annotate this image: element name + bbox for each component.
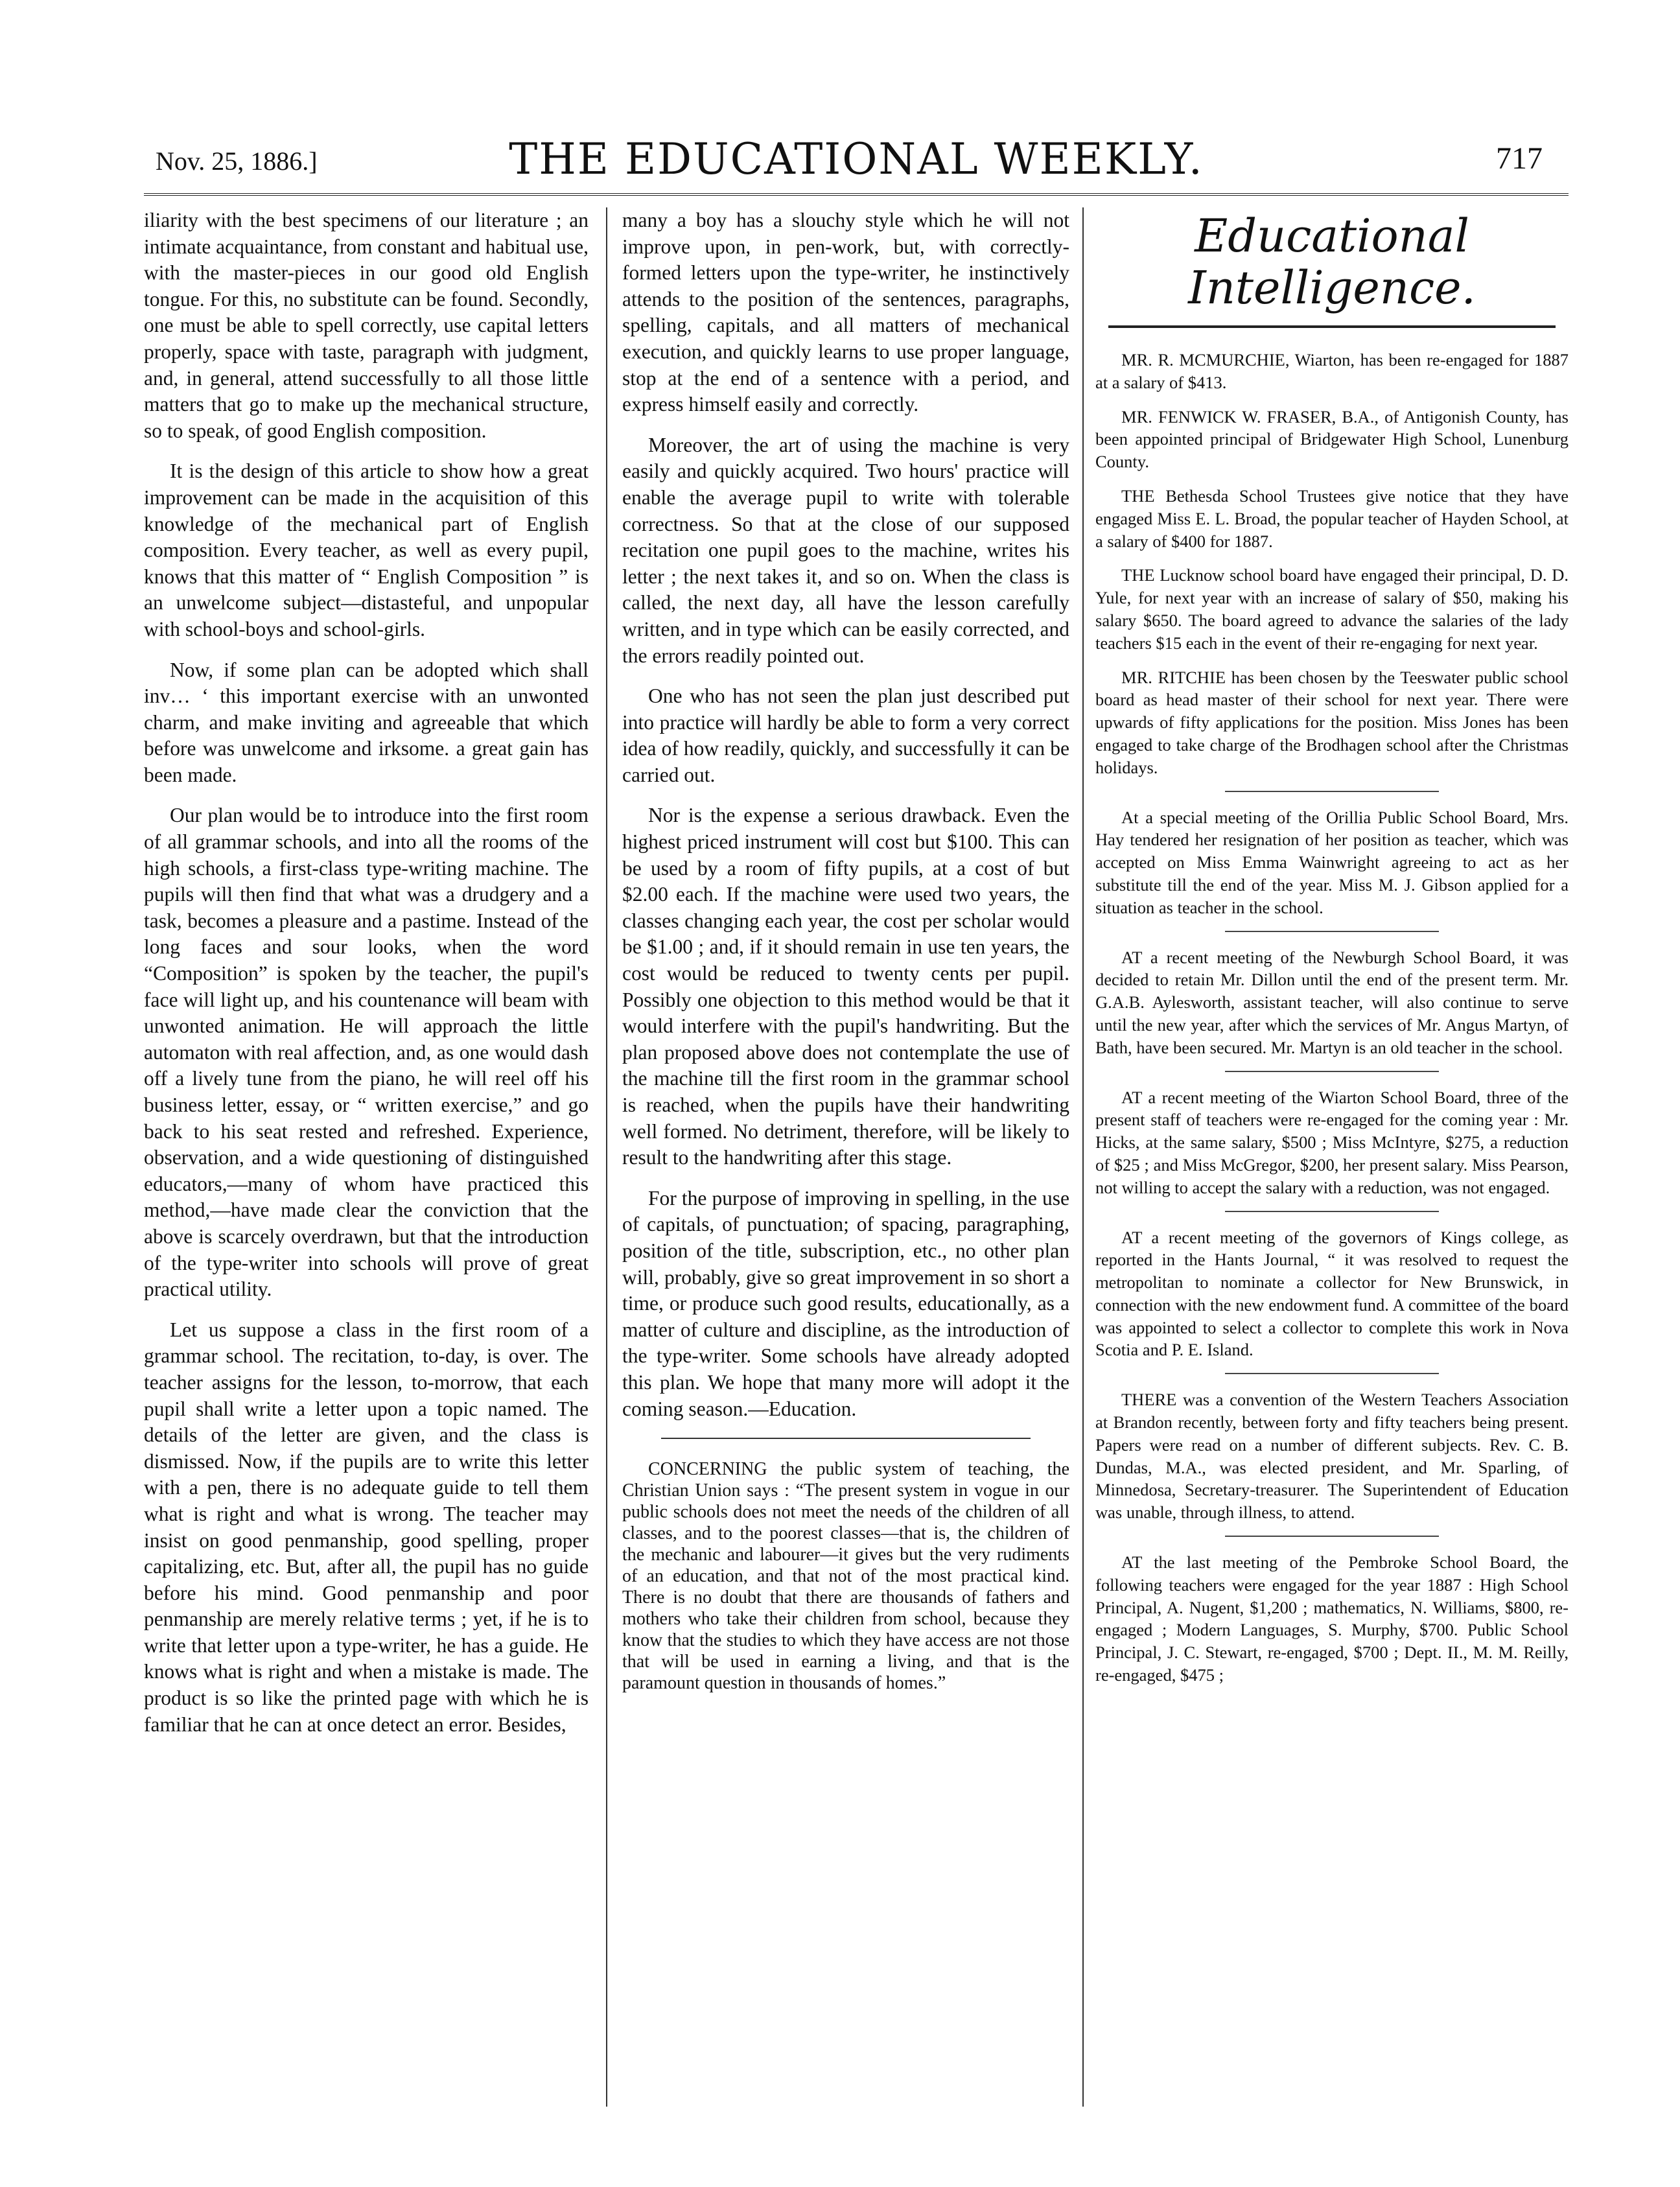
item-divider — [1225, 1071, 1439, 1072]
article-paragraph: It is the design of this article to show how a great improvement can be made in the acquisition of this knowledge of the mechanical part of English composition. Every teacher, as well as every pupil, knows that this matter of “ English Composition ” is an unwelcome subject—distasteful, and unpopular with school-boys and school-girls. — [144, 460, 589, 640]
page-header — [144, 126, 1569, 191]
news-item: THE Bethesda School Trustees give notice that they have engaged Miss E. L. Broad, the popular teacher of Hayden School, at a salary of $400 for 1887. — [1095, 485, 1569, 551]
column-divider-1 — [606, 207, 607, 2107]
item-divider — [1225, 791, 1439, 792]
news-item: AT a recent meeting of the Wiarton School Board, three of the present staff of teachers were re-engaged for the coming year : Mr. Hicks, at the same salary, $500 ; Miss McIntyre, $275, a reduction of $25 ; and Miss McGregor, $200, her present salary. Miss Pearson, not willing to accept the salary with a reduction, was not engaged. — [1095, 1087, 1569, 1197]
publication-title: THE EDUCATIONAL WEEKLY. — [509, 134, 1204, 184]
article-paragraph: Our plan would be to introduce into the first room of all grammar schools, and into all the rooms of the high schools, a first-class type-writing machine. The pupils will then find that what was a drudgery and a task, becomes a pleasure and a pastime. Instead of the long faces and sour looks, when the word “Composition” is spoken by the teacher, the pupil's face will light up, and his countenance will beam with unwonted animation. He will approach the little automaton with real affection, and, as one would dash off a lively tune from the piano, he will reel off his business letter, essay, or “ written exercise,” and go back to his seat rested and refreshed. Experience, observation, and a wide questioning of distinguished educators,—many of whom have practiced this method,—have made clear the conviction that the above is scarcely overdrawn, but that the introduction of the type-writer into schools will prove of great practical utility. — [144, 804, 589, 1301]
article-paragraph: Moreover, the art of using the machine is very easily and quickly acquired. Two hours' practice will enable the average pupil to write with tolerable correctness. So that at the close of our supposed recitation one pupil goes to the machine, writes his letter ; the next takes it, and so on. When the class is called, the next day, all have the lesson carefully written, and in type which can be easily corrected, and the errors readily pointed out. — [622, 433, 1069, 667]
article-paragraph: Let us suppose a class in the first room of a grammar school. The recitation, to-day, is over. The teacher assigns for the lesson, to-morrow, that each pupil shall write a letter upon a topic named. The details of the letter are given, and the class is dismissed. Now, if the pupils are to write this letter with a pen, there is no adequate guide to tell them what is right and what is wrong. The teacher may insist on good penmanship, good spelling, proper capitalizing, etc. But, after all, the pupil has no guide before his mind. Good penmanship and poor penmanship are merely relative terms ; yet, if he is to write that letter upon a type-writer, he has a guide. He knows what is right and when a mistake is made. The product is so like the printed page with which he is familiar that he can at once detect an error. Besides, — [144, 1318, 589, 1736]
article-paragraph: For the purpose of improving in spelling, in the use of capitals, of punctuation; of spacing, paragraphing, position of the title, subscription, etc., no other plan will, probably, give so great improvement in so short a time, or produce such good results, educationally, as a matter of culture and discipline, as the introduction of the type-writer. Some schools have already adopted this plan. We hope that many more will adopt it the coming season.—Education. — [622, 1186, 1069, 1420]
note-paragraph: CONCERNING the public system of teaching, the Christian Union says : “The present system in vogue in our public schools does not meet the needs of the children of all classes, and to the poorest classes—that is, the children of the mechanic and labourer—it gives but the very rudiments of an education, and that not of the most practical kind. There is no doubt that there are thousands of fathers and mothers who take their children from school, because they know that the studies to which they have access are not those that will be used in earning a living, and that is the paramount question in thousands of homes.” — [622, 1459, 1069, 1694]
column-divider-2 — [1082, 207, 1084, 2107]
article-paragraph: iliarity with the best specimens of our literature ; an intimate acquaintance, from constant and habitual use, with the master-pieces in our good old English tongue. For this, no substitute can be found. Secondly, one must be able to spell correctly, use capital letters properly, space with taste, paragraph with judgment, and, in general, attend successfully to all those little matters that go to make up the mechanical structure, so to speak, of good English composition. — [144, 209, 589, 442]
column-left — [144, 207, 589, 1752]
news-item: At a special meeting of the Orillia Public School Board, Mrs. Hay tendered her resignation of her position as teacher, which was accepted on Miss Emma Wainwright agreeing to act as her substitute till the end of the year. Miss M. J. Gibson applied for a situation as teacher in the school. — [1095, 807, 1569, 917]
news-item: AT a recent meeting of the governors of Kings college, as reported in the Hants Journal, “ it was resolved to request the metropolitan to nominate a collector for New Brunswick, in connection with the new endowment fund. A committee of the board was appointed to select a collector to complete this work in Nova Scotia and P. E. Island. — [1095, 1227, 1569, 1360]
column-middle — [622, 207, 1069, 1708]
news-item: MR. R. MCMURCHIE, Wiarton, has been re-engaged for 1887 at a salary of $413. — [1095, 350, 1569, 392]
section-divider — [661, 1438, 1031, 1439]
item-divider — [1225, 1373, 1439, 1374]
news-item: THERE was a convention of the Western Teachers Association at Brandon recently, between forty and fifty teachers being present. Papers were read on a number of different subjects. Rev. C. B. Dundas, M.A., was elected president, and Mr. Sparling, of Minnedosa, Secretary-treasurer. The Superintendent of Education was unable, through illness, to attend. — [1095, 1390, 1569, 1523]
news-item: AT the last meeting of the Pembroke School Board, the following teachers were engaged for the year 1887 : High School Principal, A. Nugent, $1,200 ; mathematics, N. Williams, $800, re-engaged ; Modern Languages, S. Murphy, $700. Public School Principal, J. C. Stewart, re-engaged, $700 ; Dept. II., M. M. Reilly, re-engaged, $475 ; — [1095, 1552, 1569, 1685]
header-rule — [144, 193, 1569, 196]
section-masthead: Educational Intelligence. — [1188, 209, 1476, 314]
item-divider — [1225, 1536, 1439, 1537]
masthead-rule — [1108, 325, 1556, 328]
item-divider — [1225, 1211, 1439, 1212]
news-item: AT a recent meeting of the Newburgh School Board, it was decided to retain Mr. Dillon until the end of the present term. Mr. G.A.B. Aylesworth, assistant teacher, will also continue to serve until the new year, after which the services of Mr. Angus Martyn, of Bath, have been secured. Mr. Martyn is an old teacher in the school. — [1095, 947, 1569, 1057]
column-right — [1095, 207, 1569, 1698]
news-item: THE Lucknow school board have engaged their principal, D. D. Yule, for next year with an increase of salary of $50, making his salary $650. The board agreed to advance the salaries of the lady teachers $15 each in the event of their re-engaging for next year. — [1095, 565, 1569, 653]
news-item: MR. FENWICK W. FRASER, B.A., of Antigonish County, has been appointed principal of Bridgewater High School, Lunenburg County. — [1095, 406, 1569, 472]
article-paragraph: Nor is the expense a serious drawback. Even the highest priced instrument will cost but $100. This can be used by a room of fifty pupils, at a cost of but $2.00 each. If the machine were used two years, the classes changing each year, the cost per scholar would be $1.00 ; and, if it should remain in use ten years, the cost would be reduced to twenty cents per pupil. Possibly one objection to this method would be that it would interfere with the pupil's handwriting. But the plan proposed above does not contemplate the use of the machine till the first room in the grammar school is reached, when the pupils have their handwriting well formed. No detriment, therefore, will be likely to result to the handwriting after this stage. — [622, 804, 1069, 1169]
article-paragraph: many a boy has a slouchy style which he will not improve upon, in pen-work, but, with correctly-formed letters upon the type-writer, he instinctively attends to the position of the sentences, paragraphs, spelling, capitals, and all matters of mechanical execution, and quickly learns to use proper language, stop at the end of a sentence with a period, and express himself easily and correctly. — [622, 209, 1069, 416]
issue-date: Nov. 25, 1886.] — [156, 146, 318, 176]
article-paragraph: One who has not seen the plan just described put into practice will hardly be able to form a very correct idea of how readily, quickly, and successfully it can be carried out. — [622, 684, 1069, 786]
news-item: MR. RITCHIE has been chosen by the Teeswater public school board as head master of their school for next year. There were upwards of fifty applications for the position. Miss Jones has been engaged to take charge of the Brodhagen school after the Christmas holidays. — [1095, 667, 1569, 777]
item-divider — [1225, 931, 1439, 932]
page-number: 717 — [1496, 141, 1543, 176]
article-paragraph: Now, if some plan can be adopted which shall inv… ‘ this important exercise with an unwonted charm, and make inviting and agreeable that which before was unwelcome and irksome. a great gain has been made. — [144, 658, 589, 786]
